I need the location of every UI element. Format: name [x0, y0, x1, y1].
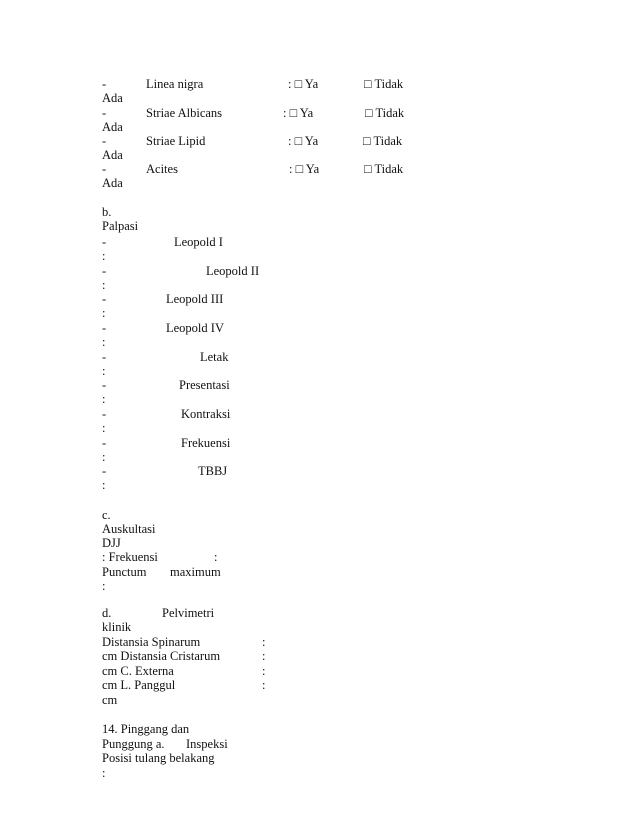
section-14-inspeksi: Inspeksi — [186, 737, 228, 751]
no-checkbox[interactable]: □ Tidak — [365, 106, 405, 120]
item-cont: Ada — [102, 91, 123, 105]
frekuensi-colon: : — [214, 550, 218, 564]
section-14-line2: Punggung a. — [102, 737, 165, 751]
palpasi-label-leopold-3: Leopold III — [166, 292, 224, 306]
pelvimetri-row: cm L. Panggul — [102, 678, 176, 692]
colon: : — [102, 364, 106, 378]
section-letter: d. — [102, 606, 112, 620]
section-letter: c. — [102, 508, 111, 522]
pelvimetri-row: Distansia Spinarum — [102, 635, 201, 649]
colon: : — [102, 335, 106, 349]
dash: - — [102, 134, 107, 148]
section-14-title: 14. Pinggang dan — [102, 722, 190, 736]
dash: - — [102, 464, 107, 478]
dash: - — [102, 350, 107, 364]
no-checkbox[interactable]: □ Tidak — [364, 162, 404, 176]
djj-label: DJJ — [102, 536, 121, 550]
palpasi-label-letak: Letak — [200, 350, 229, 364]
item-cont: Ada — [102, 120, 123, 134]
item-label: Striae Lipid — [146, 134, 206, 148]
yes-checkbox[interactable]: : □ Ya — [288, 134, 319, 148]
colon: : — [102, 306, 106, 320]
colon: : — [262, 678, 266, 692]
palpasi-label-leopold-1: Leopold I — [174, 235, 223, 249]
frekuensi-label: : Frekuensi — [102, 550, 158, 564]
palpasi-label-frekuensi: Frekuensi — [181, 436, 231, 450]
dash: - — [102, 436, 107, 450]
colon: : — [102, 392, 106, 406]
palpasi-label-tbbj: TBBJ — [198, 464, 228, 478]
dash: - — [102, 321, 107, 335]
item-cont: Ada — [102, 148, 123, 162]
colon: : — [102, 249, 106, 263]
section-letter: b. — [102, 205, 112, 219]
palpasi-label-leopold-2: Leopold II — [206, 264, 260, 278]
section-title: Pelvimetri — [162, 606, 215, 620]
yes-checkbox[interactable]: : □ Ya — [289, 162, 320, 176]
dash: - — [102, 77, 107, 91]
maximum-label: maximum — [170, 565, 221, 579]
item-label: Striae Albicans — [146, 106, 223, 120]
palpasi-label-kontraksi: Kontraksi — [181, 407, 231, 421]
yes-checkbox[interactable]: : □ Ya — [288, 77, 319, 91]
colon: : — [262, 635, 266, 649]
pelvimetri-row: cm C. Externa — [102, 664, 174, 678]
punctum-label: Punctum — [102, 565, 147, 579]
palpasi-label-presentasi: Presentasi — [179, 378, 230, 392]
colon: : — [102, 579, 106, 593]
dash: - — [102, 378, 107, 392]
item-cont: Ada — [102, 176, 123, 190]
dash: - — [102, 235, 107, 249]
klinik-label: klinik — [102, 620, 132, 634]
cm-label: cm — [102, 693, 118, 707]
no-checkbox[interactable]: □ Tidak — [364, 77, 404, 91]
dash: - — [102, 162, 107, 176]
palpasi-label-leopold-4: Leopold IV — [166, 321, 224, 335]
colon: : — [102, 766, 106, 780]
colon: : — [102, 421, 106, 435]
dash: - — [102, 106, 107, 120]
section-14-line3: Posisi tulang belakang — [102, 751, 215, 765]
colon: : — [102, 478, 106, 492]
colon: : — [102, 278, 106, 292]
colon: : — [262, 664, 266, 678]
colon: : — [102, 450, 106, 464]
item-label: Acites — [146, 162, 178, 176]
colon: : — [262, 649, 266, 663]
no-checkbox[interactable]: □ Tidak — [363, 134, 403, 148]
pelvimetri-row: cm Distansia Cristarum — [102, 649, 221, 663]
section-title: Palpasi — [102, 219, 139, 233]
dash: - — [102, 407, 107, 421]
section-title: Auskultasi — [102, 522, 156, 536]
yes-checkbox[interactable]: : □ Ya — [283, 106, 314, 120]
dash: - — [102, 292, 107, 306]
item-label: Linea nigra — [146, 77, 204, 91]
dash: - — [102, 264, 107, 278]
